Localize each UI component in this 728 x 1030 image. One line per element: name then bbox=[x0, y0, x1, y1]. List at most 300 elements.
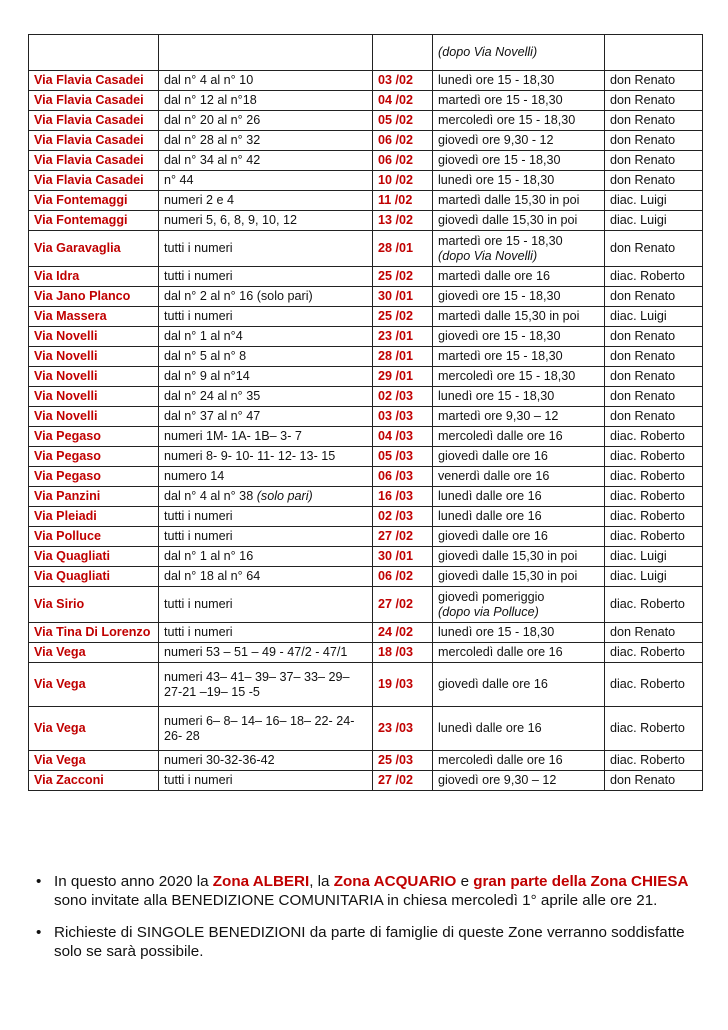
street-cell bbox=[29, 643, 159, 663]
table-row bbox=[29, 751, 703, 771]
bullet-icon: • bbox=[36, 924, 42, 941]
date-cell bbox=[373, 131, 433, 151]
priest-cell bbox=[605, 623, 703, 643]
numbers-cell bbox=[159, 467, 373, 487]
time-cell bbox=[433, 547, 605, 567]
time-cell bbox=[433, 623, 605, 643]
date-cell bbox=[373, 35, 433, 71]
street-cell bbox=[29, 267, 159, 287]
visit-time: lunedì dalle ore 16 bbox=[438, 509, 542, 523]
date-cell bbox=[373, 547, 433, 567]
time-cell bbox=[433, 567, 605, 587]
visit-date: 06 /02 bbox=[378, 153, 414, 167]
date-cell bbox=[373, 467, 433, 487]
table-row bbox=[29, 467, 703, 487]
visit-date: 30 /01 bbox=[378, 289, 414, 303]
visit-time: lunedì ore 15 - 18,30 bbox=[438, 73, 555, 87]
table-row bbox=[29, 507, 703, 527]
date-cell bbox=[373, 231, 433, 267]
priest-cell bbox=[605, 467, 703, 487]
street-cell bbox=[29, 307, 159, 327]
street-cell bbox=[29, 211, 159, 231]
house-numbers: tutti i numeri bbox=[164, 625, 233, 639]
street-cell bbox=[29, 567, 159, 587]
time-cell bbox=[433, 487, 605, 507]
house-numbers: numeri 8- 9- 10- 11- 12- 13- 15 bbox=[164, 449, 336, 463]
visit-date: 27 /02 bbox=[378, 529, 414, 543]
note-single-blessings bbox=[34, 923, 704, 961]
visit-time: martedì dalle ore 16 bbox=[438, 269, 551, 283]
numbers-cell bbox=[159, 191, 373, 211]
visit-time: giovedì dalle 15,30 in poi bbox=[438, 569, 578, 583]
date-cell bbox=[373, 663, 433, 707]
house-numbers: numeri 30-32-36-42 bbox=[164, 753, 275, 767]
street-cell bbox=[29, 707, 159, 751]
visit-date: 13 /02 bbox=[378, 213, 414, 227]
street-name: Via Tina Di Lorenzo bbox=[34, 625, 151, 639]
house-numbers: tutti i numeri bbox=[164, 309, 233, 323]
table-row bbox=[29, 587, 703, 623]
date-cell bbox=[373, 567, 433, 587]
visit-date: 05 /03 bbox=[378, 449, 414, 463]
time-cell bbox=[433, 327, 605, 347]
time-cell bbox=[433, 387, 605, 407]
numbers-cell bbox=[159, 131, 373, 151]
visit-time: lunedì ore 15 - 18,30 bbox=[438, 625, 555, 639]
time-cell bbox=[433, 211, 605, 231]
officiant: don Renato bbox=[610, 153, 676, 167]
street-name: Via Panzini bbox=[34, 489, 101, 503]
visit-time: mercoledì dalle ore 16 bbox=[438, 429, 563, 443]
date-cell bbox=[373, 427, 433, 447]
officiant: diac. Luigi bbox=[610, 569, 667, 583]
time-cell bbox=[433, 467, 605, 487]
visit-time: giovedì ore 15 - 18,30 bbox=[438, 289, 561, 303]
date-cell bbox=[373, 771, 433, 791]
house-numbers: dal n° 2 al n° 16 (solo pari) bbox=[164, 289, 313, 303]
visit-time: giovedì ore 9,30 – 12 bbox=[438, 773, 557, 787]
zone-chiesa: gran parte della Zona CHIESA bbox=[473, 873, 689, 890]
note-text: e bbox=[456, 873, 474, 890]
visit-time: martedì ore 9,30 – 12 bbox=[438, 409, 559, 423]
street-name: Via Novelli bbox=[34, 409, 98, 423]
officiant: diac. Luigi bbox=[610, 549, 667, 563]
table-row bbox=[29, 643, 703, 663]
officiant: don Renato bbox=[610, 389, 676, 403]
priest-cell bbox=[605, 91, 703, 111]
date-cell bbox=[373, 507, 433, 527]
visit-date: 25 /02 bbox=[378, 309, 414, 323]
time-cell bbox=[433, 171, 605, 191]
schedule-body bbox=[29, 35, 703, 791]
officiant: don Renato bbox=[610, 409, 676, 423]
officiant: diac. Roberto bbox=[610, 449, 685, 463]
table-row bbox=[29, 547, 703, 567]
street-cell bbox=[29, 387, 159, 407]
visit-date: 02 /03 bbox=[378, 389, 414, 403]
priest-cell bbox=[605, 327, 703, 347]
time-cell bbox=[433, 427, 605, 447]
house-numbers: numeri 5, 6, 8, 9, 10, 12 bbox=[164, 213, 298, 227]
house-numbers: dal n° 34 al n° 42 bbox=[164, 153, 261, 167]
house-numbers: dal n° 9 al n°14 bbox=[164, 369, 250, 383]
time-cell bbox=[433, 507, 605, 527]
street-name: Via Fontemaggi bbox=[34, 213, 128, 227]
street-name: Via Idra bbox=[34, 269, 80, 283]
house-numbers: dal n° 24 al n° 35 bbox=[164, 389, 261, 403]
officiant: diac. Roberto bbox=[610, 469, 685, 483]
street-cell bbox=[29, 287, 159, 307]
street-cell bbox=[29, 487, 159, 507]
officiant: diac. Roberto bbox=[610, 529, 685, 543]
visit-time: martedì ore 15 - 18,30 bbox=[438, 93, 563, 107]
numbers-cell bbox=[159, 447, 373, 467]
house-numbers: numeri 2 e 4 bbox=[164, 193, 235, 207]
time-cell bbox=[433, 307, 605, 327]
priest-cell bbox=[605, 307, 703, 327]
officiant: diac. Roberto bbox=[610, 721, 685, 735]
visit-time: martedì dalle 15,30 in poi bbox=[438, 193, 580, 207]
visit-date: 04 /02 bbox=[378, 93, 414, 107]
street-name: Via Novelli bbox=[34, 329, 98, 343]
street-cell bbox=[29, 91, 159, 111]
visit-time: lunedì ore 15 - 18,30 bbox=[438, 389, 555, 403]
priest-cell bbox=[605, 587, 703, 623]
officiant: diac. Luigi bbox=[610, 213, 667, 227]
numbers-cell bbox=[159, 171, 373, 191]
street-cell bbox=[29, 771, 159, 791]
time-cell bbox=[433, 771, 605, 791]
priest-cell bbox=[605, 171, 703, 191]
numbers-cell bbox=[159, 267, 373, 287]
date-cell bbox=[373, 327, 433, 347]
priest-cell bbox=[605, 527, 703, 547]
street-name: Via Flavia Casadei bbox=[34, 113, 144, 127]
visit-time: giovedì dalle 15,30 in poi bbox=[438, 213, 578, 227]
visit-time: mercoledì ore 15 - 18,30 bbox=[438, 369, 576, 383]
street-name: Via Vega bbox=[34, 753, 86, 767]
table-row bbox=[29, 35, 703, 71]
street-cell bbox=[29, 191, 159, 211]
house-numbers: dal n° 20 al n° 26 bbox=[164, 113, 261, 127]
date-cell bbox=[373, 191, 433, 211]
numbers-cell bbox=[159, 643, 373, 663]
table-row bbox=[29, 623, 703, 643]
table-row bbox=[29, 231, 703, 267]
house-numbers: tutti i numeri bbox=[164, 241, 233, 255]
street-name: Via Sirio bbox=[34, 597, 85, 611]
street-cell bbox=[29, 171, 159, 191]
date-cell bbox=[373, 751, 433, 771]
priest-cell bbox=[605, 151, 703, 171]
house-numbers: dal n° 28 al n° 32 bbox=[164, 133, 261, 147]
priest-cell bbox=[605, 447, 703, 467]
priest-cell bbox=[605, 131, 703, 151]
street-cell bbox=[29, 467, 159, 487]
street-cell bbox=[29, 527, 159, 547]
bullet-icon: • bbox=[36, 873, 42, 890]
visit-time: lunedì ore 15 - 18,30 bbox=[438, 173, 555, 187]
table-row bbox=[29, 407, 703, 427]
time-note: (dopo Via Novelli) bbox=[438, 248, 538, 263]
visit-date: 28 /01 bbox=[378, 241, 414, 255]
table-row bbox=[29, 367, 703, 387]
visit-date: 04 /03 bbox=[378, 429, 414, 443]
priest-cell bbox=[605, 211, 703, 231]
numbers-cell bbox=[159, 751, 373, 771]
date-cell bbox=[373, 111, 433, 131]
visit-time: mercoledì dalle ore 16 bbox=[438, 753, 563, 767]
numbers-cell bbox=[159, 663, 373, 707]
street-name: Via Flavia Casadei bbox=[34, 73, 144, 87]
table-row bbox=[29, 131, 703, 151]
date-cell bbox=[373, 151, 433, 171]
visit-time: mercoledì ore 15 - 18,30 bbox=[438, 113, 576, 127]
house-numbers: dal n° 5 al n° 8 bbox=[164, 349, 247, 363]
priest-cell bbox=[605, 751, 703, 771]
visit-time: giovedì ore 15 - 18,30 bbox=[438, 153, 561, 167]
time-cell bbox=[433, 35, 605, 71]
date-cell bbox=[373, 71, 433, 91]
time-note: (dopo Via Novelli) bbox=[438, 45, 538, 59]
numbers-cell bbox=[159, 91, 373, 111]
street-cell bbox=[29, 507, 159, 527]
officiant: diac. Luigi bbox=[610, 193, 667, 207]
time-cell bbox=[433, 347, 605, 367]
schedule-table bbox=[28, 34, 703, 791]
house-numbers: numeri 6– 8– 14– 16– 18– 22- 24- 26- 28 bbox=[164, 713, 355, 743]
priest-cell bbox=[605, 707, 703, 751]
date-cell bbox=[373, 707, 433, 751]
time-cell bbox=[433, 151, 605, 171]
visit-date: 30 /01 bbox=[378, 549, 414, 563]
street-cell bbox=[29, 623, 159, 643]
table-row bbox=[29, 567, 703, 587]
street-cell bbox=[29, 347, 159, 367]
street-name: Via Flavia Casadei bbox=[34, 153, 144, 167]
table-row bbox=[29, 327, 703, 347]
visit-date: 05 /02 bbox=[378, 113, 414, 127]
table-row bbox=[29, 191, 703, 211]
time-cell bbox=[433, 643, 605, 663]
priest-cell bbox=[605, 407, 703, 427]
house-numbers: dal n° 4 al n° 10 bbox=[164, 73, 254, 87]
officiant: diac. Luigi bbox=[610, 309, 667, 323]
numbers-cell bbox=[159, 367, 373, 387]
table-row bbox=[29, 151, 703, 171]
date-cell bbox=[373, 307, 433, 327]
house-numbers: dal n° 4 al n° 38 bbox=[164, 489, 254, 503]
note-text: Richieste di SINGOLE BENEDIZIONI da parte di famiglie di queste Zone verranno soddisfatte solo se sarà possibile. bbox=[54, 924, 685, 960]
street-cell bbox=[29, 327, 159, 347]
date-cell bbox=[373, 267, 433, 287]
visit-date: 10 /02 bbox=[378, 173, 414, 187]
table-row bbox=[29, 527, 703, 547]
date-cell bbox=[373, 487, 433, 507]
visit-time: martedì ore 15 - 18,30 bbox=[438, 349, 563, 363]
street-cell bbox=[29, 131, 159, 151]
visit-time: martedì ore 15 - 18,30 bbox=[438, 233, 563, 248]
house-numbers: tutti i numeri bbox=[164, 597, 233, 611]
time-cell bbox=[433, 527, 605, 547]
house-numbers: n° 44 bbox=[164, 173, 194, 187]
numbers-cell bbox=[159, 327, 373, 347]
street-name: Via Pegaso bbox=[34, 469, 101, 483]
numbers-cell bbox=[159, 307, 373, 327]
house-numbers: dal n° 12 al n°18 bbox=[164, 93, 257, 107]
street-cell bbox=[29, 547, 159, 567]
numbers-cell bbox=[159, 211, 373, 231]
street-cell bbox=[29, 587, 159, 623]
officiant: diac. Roberto bbox=[610, 509, 685, 523]
date-cell bbox=[373, 447, 433, 467]
officiant: don Renato bbox=[610, 369, 676, 383]
time-cell bbox=[433, 587, 605, 623]
officiant: diac. Roberto bbox=[610, 269, 685, 283]
table-row bbox=[29, 771, 703, 791]
table-row bbox=[29, 287, 703, 307]
date-cell bbox=[373, 367, 433, 387]
officiant: don Renato bbox=[610, 241, 676, 255]
officiant: diac. Roberto bbox=[610, 429, 685, 443]
visit-time: giovedì ore 9,30 - 12 bbox=[438, 133, 554, 147]
note-text: , la bbox=[309, 873, 334, 890]
zone-alberi: Zona ALBERI bbox=[212, 873, 310, 890]
street-cell bbox=[29, 71, 159, 91]
time-cell bbox=[433, 267, 605, 287]
table-row bbox=[29, 111, 703, 131]
visit-date: 16 /03 bbox=[378, 489, 414, 503]
time-cell bbox=[433, 707, 605, 751]
officiant: don Renato bbox=[610, 173, 676, 187]
visit-time: giovedì dalle ore 16 bbox=[438, 677, 548, 691]
officiant: don Renato bbox=[610, 133, 676, 147]
numbers-cell bbox=[159, 427, 373, 447]
house-numbers: numeri 53 – 51 – 49 - 47/2 - 47/1 bbox=[164, 645, 348, 659]
numbers-cell bbox=[159, 407, 373, 427]
street-name: Via Novelli bbox=[34, 389, 98, 403]
table-row bbox=[29, 71, 703, 91]
priest-cell bbox=[605, 267, 703, 287]
priest-cell bbox=[605, 507, 703, 527]
time-cell bbox=[433, 111, 605, 131]
street-name: Via Quagliati bbox=[34, 569, 111, 583]
street-cell bbox=[29, 447, 159, 467]
table-row bbox=[29, 487, 703, 507]
officiant: diac. Roberto bbox=[610, 677, 685, 691]
time-cell bbox=[433, 447, 605, 467]
street-name: Via Flavia Casadei bbox=[34, 173, 144, 187]
table-row bbox=[29, 211, 703, 231]
officiant: don Renato bbox=[610, 773, 676, 787]
table-row bbox=[29, 707, 703, 751]
date-cell bbox=[373, 91, 433, 111]
officiant: don Renato bbox=[610, 113, 676, 127]
time-cell bbox=[433, 91, 605, 111]
visit-date: 25 /03 bbox=[378, 753, 414, 767]
time-cell bbox=[433, 191, 605, 211]
priest-cell bbox=[605, 427, 703, 447]
priest-cell bbox=[605, 231, 703, 267]
street-name: Via Garavaglia bbox=[34, 241, 121, 255]
time-note: (dopo via Polluce) bbox=[438, 604, 539, 619]
visit-date: 03 /03 bbox=[378, 409, 414, 423]
numbers-cell bbox=[159, 707, 373, 751]
street-name: Via Vega bbox=[34, 721, 86, 735]
date-cell bbox=[373, 407, 433, 427]
priest-cell bbox=[605, 347, 703, 367]
visit-time: martedì dalle 15,30 in poi bbox=[438, 309, 580, 323]
numbers-note: (solo pari) bbox=[256, 489, 313, 503]
visit-date: 19 /03 bbox=[378, 677, 414, 691]
street-name: Via Flavia Casadei bbox=[34, 133, 144, 147]
date-cell bbox=[373, 387, 433, 407]
zone-acquario: Zona ACQUARIO bbox=[333, 873, 457, 890]
visit-time: giovedì pomeriggio bbox=[438, 589, 545, 604]
visit-date: 28 /01 bbox=[378, 349, 414, 363]
notes-section bbox=[34, 872, 704, 974]
numbers-cell bbox=[159, 387, 373, 407]
house-numbers: numeri 1M- 1A- 1B– 3- 7 bbox=[164, 429, 302, 443]
street-cell bbox=[29, 35, 159, 71]
street-name: Via Massera bbox=[34, 309, 107, 323]
priest-cell bbox=[605, 191, 703, 211]
officiant: diac. Roberto bbox=[610, 753, 685, 767]
visit-time: mercoledì dalle ore 16 bbox=[438, 645, 563, 659]
numbers-cell bbox=[159, 527, 373, 547]
officiant: diac. Roberto bbox=[610, 489, 685, 503]
numbers-cell bbox=[159, 287, 373, 307]
house-numbers: dal n° 18 al n° 64 bbox=[164, 569, 261, 583]
visit-date: 03 /02 bbox=[378, 73, 414, 87]
street-name: Via Jano Planco bbox=[34, 289, 131, 303]
date-cell bbox=[373, 211, 433, 231]
priest-cell bbox=[605, 643, 703, 663]
time-cell bbox=[433, 663, 605, 707]
visit-date: 11 /02 bbox=[378, 193, 413, 207]
visit-time: lunedì dalle ore 16 bbox=[438, 489, 542, 503]
date-cell bbox=[373, 643, 433, 663]
officiant: diac. Roberto bbox=[610, 645, 685, 659]
priest-cell bbox=[605, 487, 703, 507]
visit-date: 27 /02 bbox=[378, 773, 414, 787]
date-cell bbox=[373, 587, 433, 623]
table-row bbox=[29, 91, 703, 111]
priest-cell bbox=[605, 663, 703, 707]
street-cell bbox=[29, 231, 159, 267]
time-cell bbox=[433, 131, 605, 151]
time-cell bbox=[433, 407, 605, 427]
officiant: don Renato bbox=[610, 625, 676, 639]
priest-cell bbox=[605, 367, 703, 387]
street-cell bbox=[29, 111, 159, 131]
priest-cell bbox=[605, 35, 703, 71]
street-name: Via Fontemaggi bbox=[34, 193, 128, 207]
date-cell bbox=[373, 623, 433, 643]
officiant: don Renato bbox=[610, 349, 676, 363]
time-cell bbox=[433, 231, 605, 267]
table-row bbox=[29, 347, 703, 367]
table-row bbox=[29, 447, 703, 467]
house-numbers: dal n° 1 al n°4 bbox=[164, 329, 243, 343]
time-cell bbox=[433, 287, 605, 307]
street-name: Via Quagliati bbox=[34, 549, 111, 563]
date-cell bbox=[373, 171, 433, 191]
date-cell bbox=[373, 527, 433, 547]
street-name: Via Vega bbox=[34, 677, 86, 691]
numbers-cell bbox=[159, 771, 373, 791]
street-cell bbox=[29, 151, 159, 171]
